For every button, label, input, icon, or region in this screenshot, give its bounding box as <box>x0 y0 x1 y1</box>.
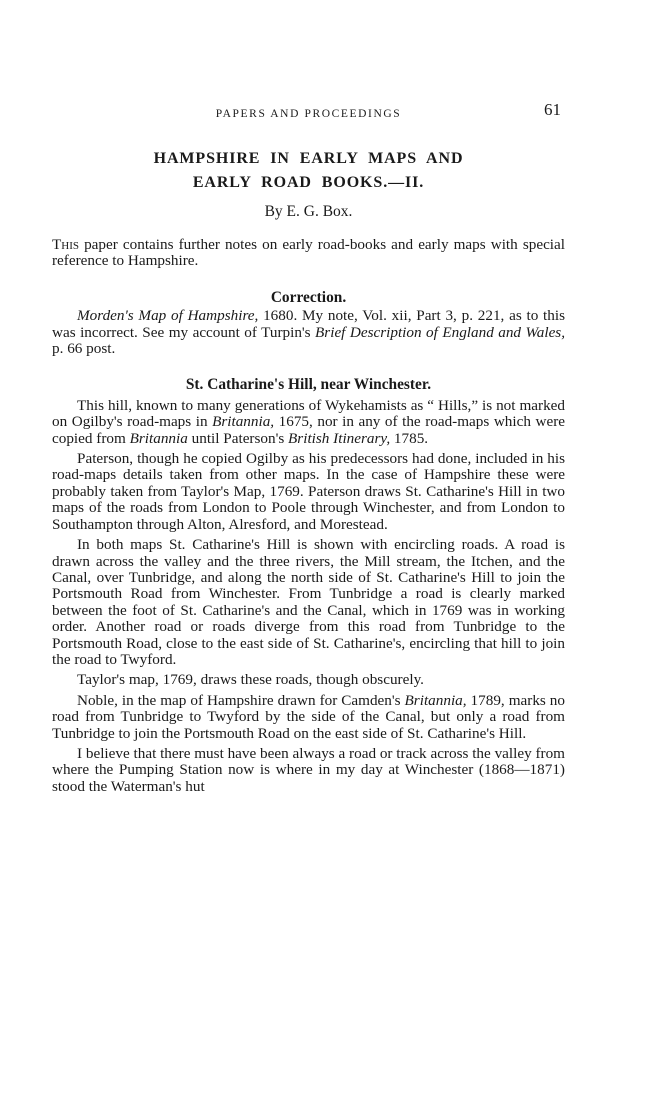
byline: By E. G. Box. <box>264 203 353 220</box>
paragraph-4: Taylor's map, 1769, draws these roads, though obscurely. <box>77 671 424 689</box>
journal-page <box>52 98 565 799</box>
paragraph-1 <box>52 398 565 447</box>
paragraph-5-text-a: Noble, in the map of Hampshire drawn for Camden's <box>77 691 405 709</box>
paragraph-3: In both maps St. Catharine's Hill is shown with encircling roads. A road is drawn across the valley and the three rivers, the Mill stream, the Itchen, and the Canal, over Tunbridge, and along the north side of St. Catharine's Hill to join the Portsmouth Road from Winchester. From Tunbridge a road is clearly marked between the foot of St. Catharine's and the Canal, which in 1769 was in working order. Another road or roads diverge from this road from Tunbridge to the Portsmouth Road, close to the east side of St. Catharine's, encircling that hill to join the road to Twyford. <box>52 536 565 668</box>
paragraph-1-italic-a: Britannia, <box>212 413 275 431</box>
paragraph-1-text-a: This hill, known to many generations of Wykehamists as “ Hills,” is not marked on Ogilby's road-maps in <box>52 396 565 431</box>
paragraph-1-text-b: 1675, nor in any of the road-maps which were copied from <box>52 413 565 447</box>
intro-text: paper contains further notes on early road-books and early maps with special reference to Hampshire. <box>52 236 565 270</box>
paragraph-6: I believe that there must have been always a road or track across the valley from where the Pumping Station now is where in my day at Winchester (1868—1871) stood the Waterman's hut <box>52 744 565 795</box>
correction-heading: Correction. <box>270 288 347 306</box>
paragraph-1-italic-c: British Itinerary, <box>288 429 391 447</box>
paragraph-2: Paterson, though he copied Ogilby as his predecessors had done, included in his road-maps details taken from other maps. In the case of Hampshire these were probably taken from Taylor's Map, 1769. Paterson draws St. Catharine's Hill in two maps of the roads from London to Poole through Winchester, and from London to Southampton through Alton, Alresford, and Morestead. <box>52 450 565 533</box>
running-head <box>52 98 565 122</box>
page-number: 61 <box>544 100 561 119</box>
paragraph-1-text-d: 1785. <box>390 429 429 447</box>
article-title-line-2: EARLY ROAD BOOKS.—II. <box>192 174 425 191</box>
correction-text-2: p. 66 post. <box>52 340 116 358</box>
paragraph-5 <box>52 693 565 742</box>
article-title-line-1: HAMPSHIRE IN EARLY MAPS AND <box>153 150 464 167</box>
paragraph-1-italic-b: Britannia <box>129 429 188 447</box>
running-title: PAPERS AND PROCEEDINGS <box>215 108 402 120</box>
paragraph-5-text-b: 1789, marks no road from Tunbridge to Twyford by the side of the Canal, but only a road from Tunbridge to join the Portsmouth Road on the east side of St. Catharine's Hill. <box>52 691 565 742</box>
article-title <box>52 147 565 195</box>
intro-paragraph <box>52 237 565 270</box>
intro-lead-word: This <box>52 236 80 253</box>
paragraph-5-italic-a: Britannia, <box>404 691 467 709</box>
paragraph-1-text-c: until Paterson's <box>187 429 289 447</box>
correction-paragraph <box>52 308 565 357</box>
section-heading: St. Catharine's Hill, near Winchester. <box>185 376 432 394</box>
correction-map-title: Morden's Map of Hampshire, <box>77 307 259 325</box>
correction-book-title: Brief Description of England and Wales, <box>315 323 566 341</box>
correction-text-1: 1680. My note, Vol. xii, Part 3, p. 221, as to this was incorrect. See my account of Turpin's <box>52 307 565 341</box>
